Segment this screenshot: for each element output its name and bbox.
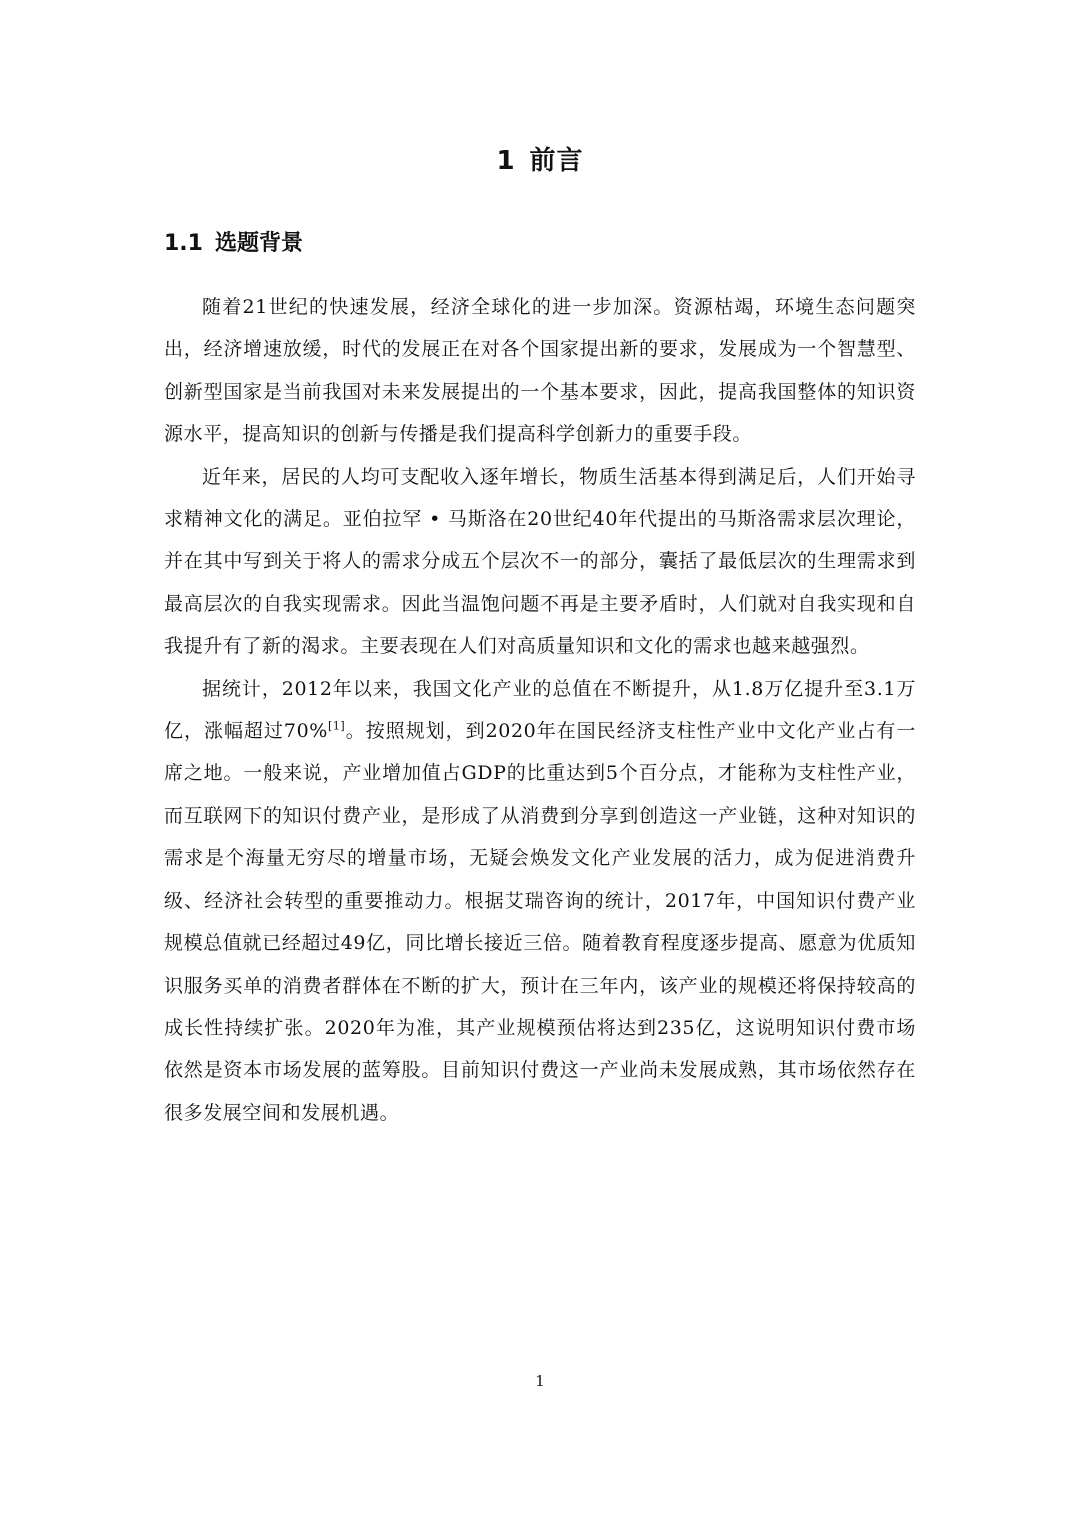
chapter-number: 1 [496,146,516,176]
paragraph-3 [164,668,916,1134]
paragraph-2: 近年来，居民的人均可支配收入逐年增长，物质生活基本得到满足后，人们开始寻求精神文化的满足。亚伯拉罕 • 马斯洛在20世纪40年代提出的马斯洛需求层次理论，并在其中写到关于将人的需求分成五个层次不一的部分，囊括了最低层次的生理需求到最高层次的自我实现需求。因此当温饱问题不再是主要矛盾时，人们就对自我实现和自我提升有了新的渴求。主要表现在人们对高质量知识和文化的需求也越来越强烈。 [164,465,916,658]
section-title [164,226,303,257]
chapter-title [0,140,1080,177]
body-text [164,286,916,1134]
citation-ref: [1] [327,719,346,733]
section-title-text: 选题背景 [214,231,303,256]
section-number: 1.1 [164,231,203,256]
paragraph-1: 随着21世纪的快速发展，经济全球化的进一步加深。资源枯竭，环境生态问题突出，经济增速放缓，时代的发展正在对各个国家提出新的要求，发展成为一个智慧型、创新型国家是当前我国对未来发展提出的一个基本要求，因此，提高我国整体的知识资源水平，提高知识的创新与传播是我们提高科学创新力的重要手段。 [164,296,916,446]
page-number: 1 [535,1372,545,1390]
chapter-title-text: 前言 [529,146,584,176]
paragraph-3-text-a: 据统计，2012年以来，我国文化产业的总值在不断提升，从1.8万亿提升至3.1万亿，涨幅超过70% [164,677,916,743]
paragraph-3-text-b: 。按照规划，到2020年在国民经济支柱性产业中文化产业占有一席之地。一般来说，产业增加值占GDP的比重达到5个百分点，才能称为支柱性产业，而互联网下的知识付费产业，是形成了从消费到分享到创造这一产业链，这种对知识的需求是个海量无穷尽的增量市场，无疑会焕发文化产业发展的活力，成为促进消费升级、经济社会转型的重要推动力。根据艾瑞咨询的统计，2017年，中国知识付费产业规模总值就已经超过49亿，同比增长接近三倍。随着教育程度逐步提高、愿意为优质知识服务买单的消费者群体在不断的扩大，预计在三年内，该产业的规模还将保持较高的成长性持续扩张。2020年为准，其产业规模预估将达到235亿，这说明知识付费市场依然是资本市场发展的蓝筹股。目前知识付费这一产业尚未发展成熟，其市场依然存在很多发展空间和发展机遇。 [164,720,916,1124]
